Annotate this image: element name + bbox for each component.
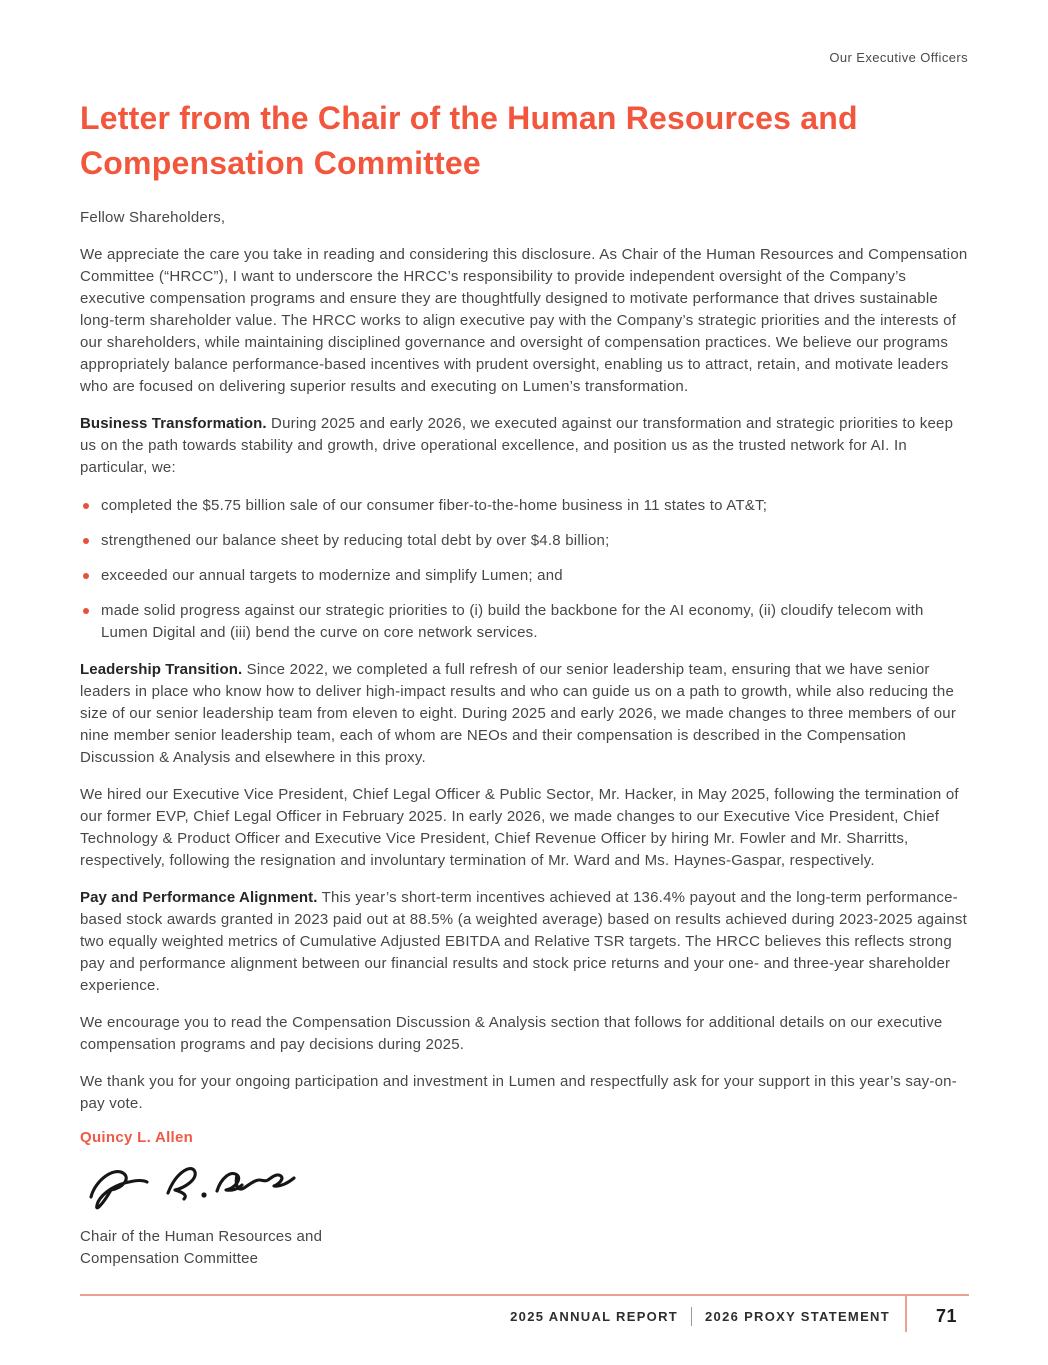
bullet-icon: [83, 608, 89, 614]
page-title: Letter from the Chair of the Human Resources and Compensation Committee: [80, 100, 858, 181]
proxy-statement-label: 2026 PROXY STATEMENT: [705, 1309, 890, 1324]
handwritten-signature-image: [82, 1151, 297, 1223]
list-item: [80, 565, 968, 587]
running-header: Our Executive Officers: [829, 50, 968, 65]
footer-vertical-rule: [905, 1294, 907, 1332]
closing-paragraph-2: We thank you for your ongoing participation and investment in Lumen and respectfully ask for your support in this year’s say-on-pay vote.: [80, 1073, 957, 1112]
page-footer: [80, 1294, 969, 1327]
leadership-transition-paragraph: [80, 659, 968, 769]
bullet-icon: [83, 573, 89, 579]
bullet-icon: [83, 503, 89, 509]
highlights-list: [80, 495, 968, 644]
salutation: Fellow Shareholders,: [80, 209, 226, 226]
pay-alignment-text: This year’s short-term incentives achieved at 136.4% payout and the long-term performance-based stock awards granted in 2023 paid out at 88.5% (a weighted average) based on results achieved during 2023-2025 against two equally weighted metrics of Cumulative Adjusted EBITDA and Relative TSR targets. The HRCC believes this reflects strong pay and performance alignment between our financial results and stock price returns and your one- and three-year shareholder experience.: [80, 889, 968, 994]
annual-report-label: 2025 ANNUAL REPORT: [510, 1309, 679, 1324]
intro-paragraph: We appreciate the care you take in reading and considering this disclosure. As Chair of the Human Resources and Compensation Committee (“HRCC”), I want to underscore the HRCC’s responsibility to provide independent oversight of the Company’s executive compensation programs and ensure they are thoughtfully designed to motivate performance that drives sustainable long-term shareholder value. The HRCC works to align executive pay with the Company’s strategic priorities and the interests of our shareholders, while maintaining disciplined governance and oversight of compensation practices. We believe our programs appropriately balance performance-based incentives with prudent oversight, enabling us to attract, retain, and motivate leaders who are focused on delivering superior results and executing on Lumen’s transformation.: [80, 246, 968, 395]
business-transformation-paragraph: [80, 413, 968, 479]
list-item-text: made solid progress against our strategic priorities to (i) build the backbone for the AI economy, (ii) cloudify telecom with Lumen Digital and (iii) bend the curve on core network services.: [101, 602, 924, 641]
leadership-detail-paragraph: We hired our Executive Vice President, Chief Legal Officer & Public Sector, Mr. Hacker, in May 2025, following the termination of our former EVP, Chief Legal Officer in February 2025. In early 2026, we made changes to our Executive Vice President, Chief Technology & Product Officer and Executive Vice President, Chief Revenue Officer by hiring Mr. Fowler and Mr. Sharritts, respectively, following the resignation and involuntary termination of Mr. Ward and Ms. Haynes-Gaspar, respectively.: [80, 786, 959, 869]
list-item-text: completed the $5.75 billion sale of our consumer fiber-to-the-home business in 11 states to AT&T;: [101, 497, 768, 514]
business-transformation-lead: Business Transformation.: [80, 415, 267, 432]
bullet-icon: [83, 538, 89, 544]
signatory-name: Quincy L. Allen: [80, 1129, 194, 1146]
business-transformation-text: During 2025 and early 2026, we executed against our transformation and strategic priorities to keep us on the path towards stability and growth, drive operational excellence, and position us as the trusted network for AI. In particular, we:: [80, 415, 954, 476]
list-item-text: exceeded our annual targets to modernize and simplify Lumen; and: [101, 567, 563, 584]
list-item: [80, 530, 968, 552]
page-number: 71: [935, 1306, 957, 1326]
list-item: [80, 495, 968, 517]
closing-paragraph-1: We encourage you to read the Compensation Discussion & Analysis section that follows for additional details on our executive compensation programs and pay decisions during 2025.: [80, 1014, 943, 1053]
footer-divider: [691, 1307, 692, 1326]
leadership-transition-text: Since 2022, we completed a full refresh of our senior leadership team, ensuring that we have senior leaders in place who know how to deliver high-impact results and who can guide us on a path to growth, while also reducing the size of our senior leadership team from eleven to eight. During 2025 and early 2026, we made changes to three members of our nine member senior leadership team, each of whom are NEOs and their compensation is described in the Compensation Discussion & Analysis and elsewhere in this proxy.: [80, 661, 957, 766]
pay-alignment-lead: Pay and Performance Alignment.: [80, 889, 318, 906]
pay-alignment-paragraph: [80, 887, 968, 997]
signatory-title: Chair of the Human Resources and Compensation Committee: [80, 1228, 323, 1267]
list-item: [80, 600, 968, 644]
list-item-text: strengthened our balance sheet by reducing total debt by over $4.8 billion;: [101, 532, 610, 549]
leadership-transition-lead: Leadership Transition.: [80, 661, 243, 678]
